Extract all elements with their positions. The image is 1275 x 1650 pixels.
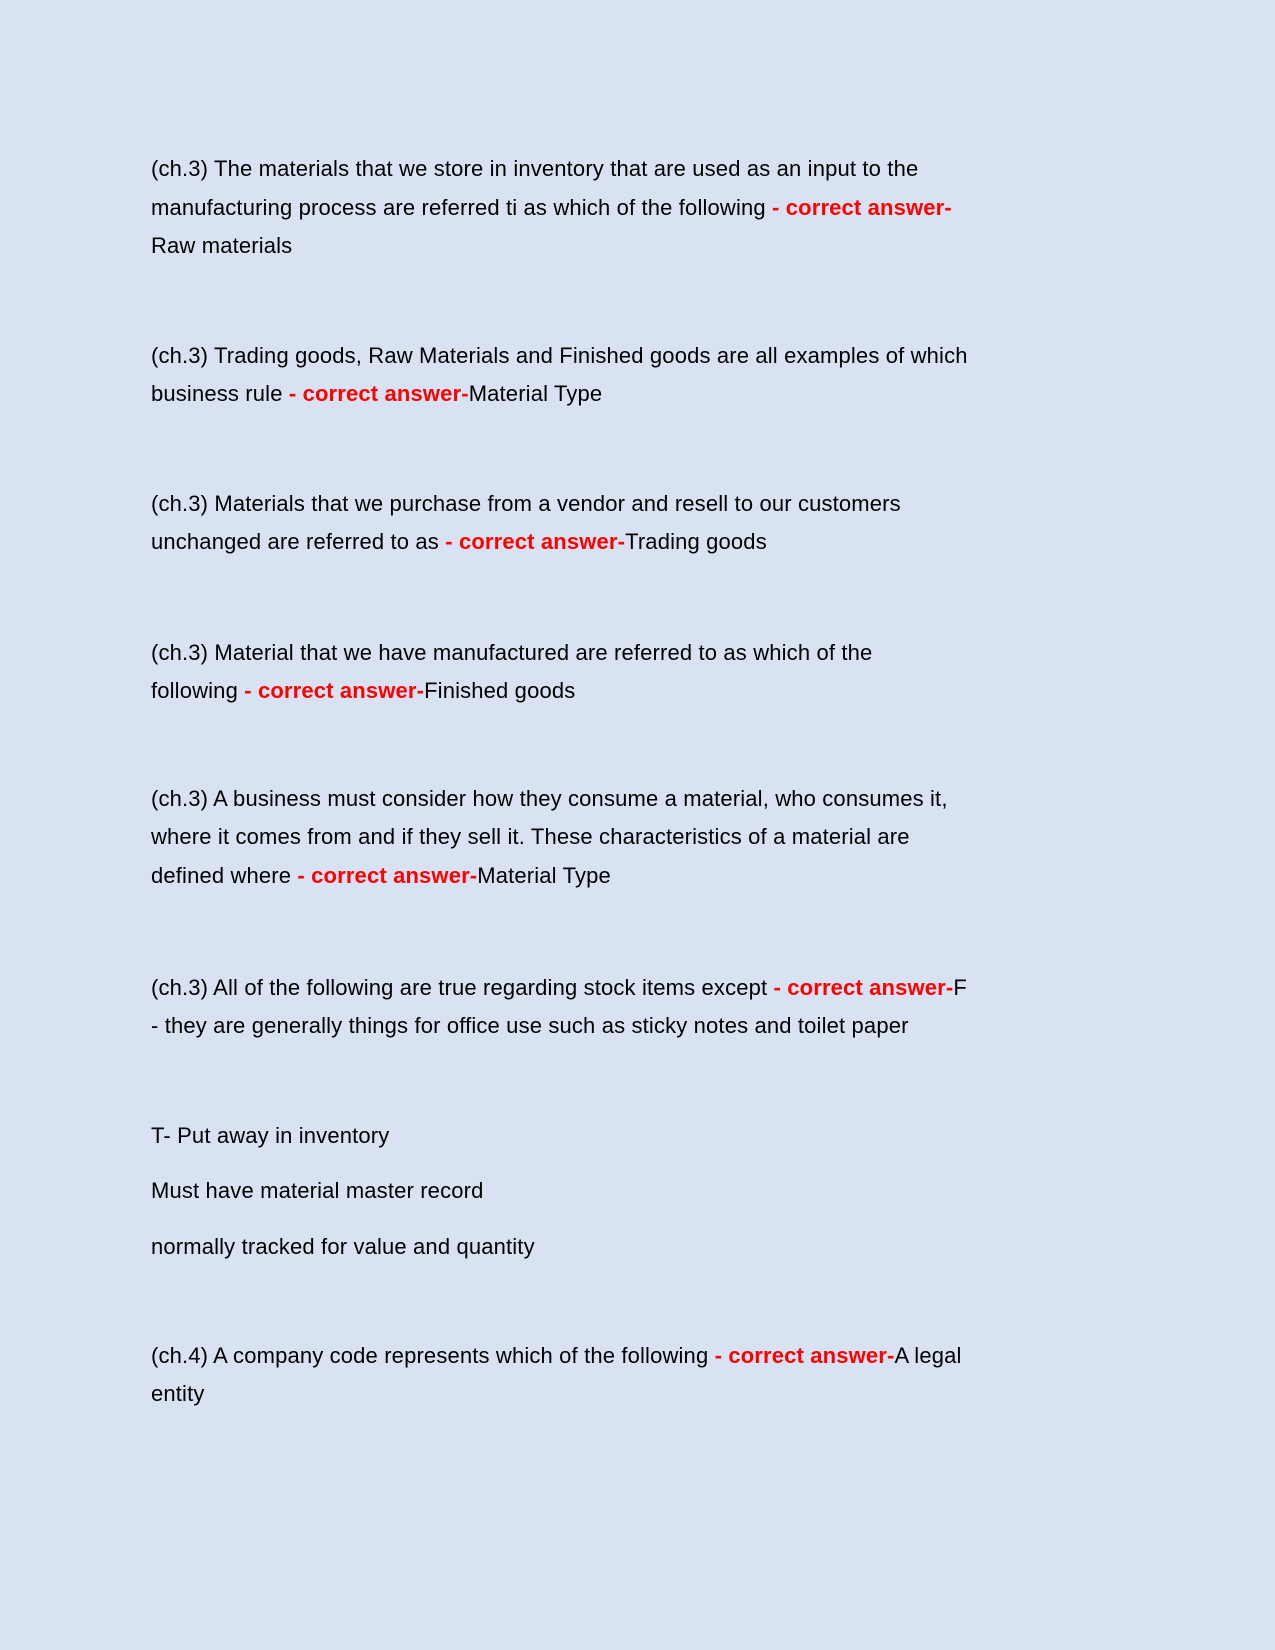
question-text: (ch.3) Materials that we purchase from a vendor and resell to our customers: [151, 491, 901, 516]
question-line: [151, 383, 602, 409]
question-text: (ch.4) A company code represents which of the following: [151, 1343, 715, 1368]
correct-answer-marker: - correct answer-: [297, 863, 478, 888]
question-line: [151, 977, 967, 1003]
answer-text: entity: [151, 1381, 205, 1406]
answer-text: F: [953, 975, 967, 1000]
list-item: [151, 1236, 535, 1262]
question-text: manufacturing process are referred ti as which of the following: [151, 195, 773, 220]
question-line: [151, 826, 910, 852]
list-item-text: normally tracked for value and quantity: [151, 1234, 535, 1259]
answer-line: [151, 235, 292, 261]
list-item-text: Must have material master record: [151, 1178, 484, 1203]
question-line: [151, 345, 968, 371]
answer-text: Material Type: [468, 381, 603, 406]
question-text: (ch.3) Trading goods, Raw Materials and Finished goods are all examples of which: [151, 343, 968, 368]
correct-answer-marker: - correct answer-: [288, 381, 469, 406]
question-text: following: [151, 678, 245, 703]
question-text: (ch.3) The materials that we store in inventory that are used as an input to the: [151, 156, 919, 181]
question-text: (ch.3) A business must consider how they consume a material, who consumes it,: [151, 786, 948, 811]
answer-text: Raw materials: [151, 233, 293, 258]
question-line: [151, 1345, 962, 1371]
correct-answer-marker: - correct answer-: [714, 1343, 895, 1368]
correct-answer-marker: - correct answer-: [772, 195, 952, 220]
answer-line: [151, 1015, 909, 1041]
list-item: [151, 1125, 389, 1151]
answer-line: [151, 1383, 204, 1409]
answer-text: A legal: [894, 1343, 962, 1368]
question-text: unchanged are referred to as: [151, 529, 446, 554]
question-line: [151, 531, 767, 557]
question-line: [151, 680, 575, 706]
question-text: (ch.3) All of the following are true regarding stock items except: [151, 975, 774, 1000]
question-line: [151, 788, 948, 814]
question-line: [151, 197, 952, 223]
correct-answer-marker: - correct answer-: [773, 975, 954, 1000]
list-item: [151, 1180, 483, 1206]
question-text: defined where: [151, 863, 298, 888]
question-line: [151, 642, 872, 668]
question-text: (ch.3) Material that we have manufactured are referred to as which of the: [151, 640, 873, 665]
question-line: [151, 865, 611, 891]
answer-text: Finished goods: [424, 678, 576, 703]
question-text: business rule: [151, 381, 289, 406]
question-line: [151, 158, 918, 184]
answer-text: Trading goods: [625, 529, 767, 554]
correct-answer-marker: - correct answer-: [244, 678, 425, 703]
correct-answer-marker: - correct answer-: [445, 529, 626, 554]
question-text: where it comes from and if they sell it. These characteristics of a material are: [151, 824, 910, 849]
question-line: [151, 493, 901, 519]
answer-text: - they are generally things for office use such as sticky notes and toilet paper: [151, 1013, 909, 1038]
answer-text: Material Type: [477, 863, 611, 888]
list-item-text: T- Put away in inventory: [151, 1123, 390, 1148]
